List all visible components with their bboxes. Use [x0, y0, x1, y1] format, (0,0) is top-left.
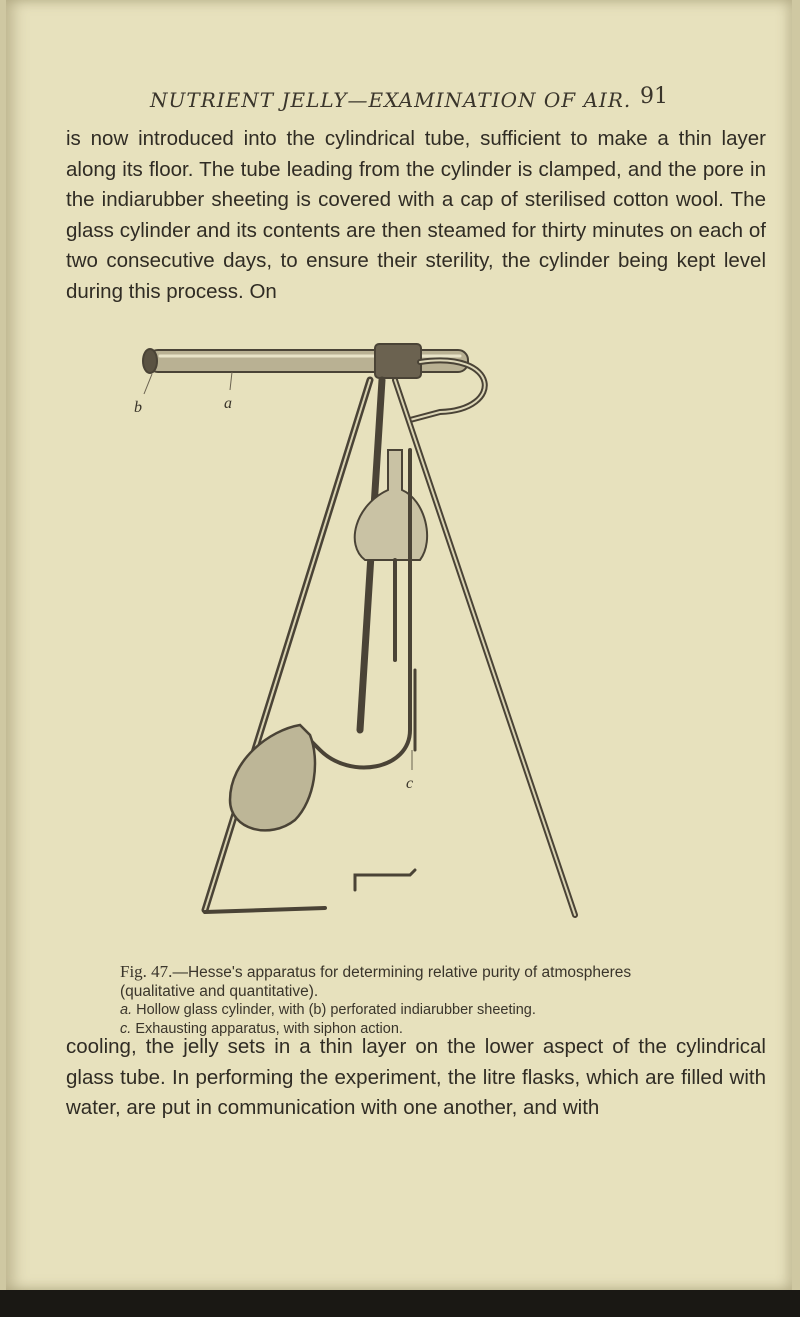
- page-header: [0, 84, 800, 118]
- caption-title: [100, 962, 700, 1001]
- hesse-apparatus-figure: [120, 330, 670, 940]
- caption-item-a: [100, 1001, 700, 1020]
- base-stand: [355, 870, 415, 890]
- upper-flask: [355, 450, 427, 560]
- caption-item-key: c.: [120, 1021, 132, 1037]
- caption-item-key: a.: [120, 1002, 133, 1018]
- indiarubber-sheeting: [143, 349, 157, 373]
- caption-item-text: Exhausting apparatus, with siphon action.: [135, 1021, 403, 1037]
- running-head: NUTRIENT JELLY—EXAMINATION OF AIR.: [150, 88, 632, 112]
- paragraph-bottom: cooling, the jelly sets in a thin layer on the lower aspect of the cylindrical glass tube. In performing the experiment, the litre flasks, which are filled with water, are put in communication with one another, and with: [66, 1035, 766, 1120]
- paragraph-top: is now introduced into the cylindrical tube, sufficient to make a thin layer along its floor. The tube leading from the cylinder is clamped, and the pore in the indiarubber sheeting is covered with a cap of sterilised cotton wool. The glass cylinder and its contents are then steamed for thirty minutes on each of two consecutive days, to ensure their sterility, the cylinder being kept level during this process. On: [66, 127, 766, 303]
- page-bottom-edge: [0, 1290, 800, 1317]
- lower-flask: [230, 725, 315, 830]
- figure-label-a: a: [224, 395, 232, 412]
- figure-label-c: c: [406, 775, 414, 792]
- caption-item-text: Hollow glass cylinder, with (b) perforated indiarubber sheeting.: [136, 1002, 536, 1018]
- caption-fig-label: Fig. 47.: [120, 962, 173, 981]
- caption-title-text: —Hesse's apparatus for determining relative purity of atmospheres (qualitative and quantitative).: [120, 964, 632, 1000]
- page-number: 91: [640, 84, 668, 109]
- figure-label-b: b: [134, 399, 142, 416]
- figure-caption: [100, 962, 700, 1039]
